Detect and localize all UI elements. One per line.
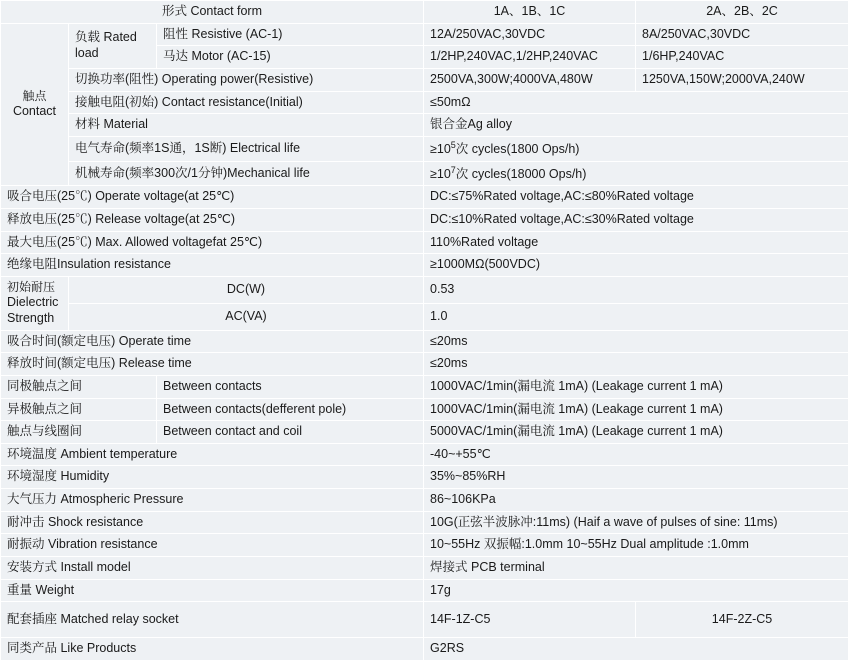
table-row [1, 303, 848, 330]
rated-load-motor-value-1: 1/2HP,240VAC,1/2HP,240VAC [424, 46, 636, 69]
table-row [1, 161, 848, 186]
contact-resistance-value: ≤50mΩ [424, 91, 848, 114]
operate-time-label: 吸合时间(额定电压) Operate time [1, 330, 424, 353]
install-model-value: 焊接式 PCB terminal [424, 556, 848, 579]
ambient-temperature-value: -40~+55℃ [424, 443, 848, 466]
max-allowed-voltage-value: 110%Rated voltage [424, 231, 848, 254]
electrical-life-label: 电气寿命(频率1S通，1S断) Electrical life [69, 136, 424, 161]
dielectric-ac-value: 1.0 [424, 303, 848, 330]
table-row [1, 208, 848, 231]
dielectric-dc-value: 0.53 [424, 276, 848, 303]
rated-load-motor-label: 马达 Motor (AC-15) [157, 46, 424, 69]
operate-voltage-value: DC:≤75%Rated voltage,AC:≤80%Rated voltage [424, 186, 848, 209]
insulation-resistance-value: ≥1000MΩ(500VDC) [424, 254, 848, 277]
table-row [1, 466, 848, 489]
table-row [1, 231, 848, 254]
table-row [1, 330, 848, 353]
mechanical-life-exponent: 7 [451, 165, 456, 175]
vibration-resistance-value: 10~55Hz 双振幅:1.0mm 10~55Hz Dual amplitude :1.0mm [424, 534, 848, 557]
operate-voltage-label: 吸合电压(25℃) Operate voltage(at 25℃) [1, 186, 424, 209]
shock-resistance-label: 耐冲击 Shock resistance [1, 511, 424, 534]
dielectric-strength-label: 初始耐压 Dielectric Strength [1, 276, 69, 330]
atmospheric-pressure-label: 大气压力 Atmospheric Pressure [1, 489, 424, 512]
table-row [1, 421, 848, 444]
rated-load-motor-value-2: 1/6HP,240VAC [636, 46, 848, 69]
table-row [1, 556, 848, 579]
max-allowed-voltage-label: 最大电压(25℃) Max. Allowed voltagefat 25℃) [1, 231, 424, 254]
electrical-life-suffix: 次 cycles(1800 Ops/h) [456, 142, 580, 156]
table-row [1, 276, 848, 303]
dielectric-ac-label: AC(VA) [69, 303, 424, 330]
material-value: 银合金Ag alloy [424, 114, 848, 137]
table-row [1, 254, 848, 277]
table-row [1, 375, 848, 398]
install-model-label: 安装方式 Install model [1, 556, 424, 579]
weight-label: 重量 Weight [1, 579, 424, 602]
material-label: 材料 Material [69, 114, 424, 137]
like-products-label: 同类产品 Like Products [1, 638, 424, 661]
table-row [1, 91, 848, 114]
contact-resistance-label: 接触电阻(初始) Contact resistance(Initial) [69, 91, 424, 114]
ambient-temperature-label: 环境温度 Ambient temperature [1, 443, 424, 466]
between-contacts-different-pole-sub: Between contacts(defferent pole) [157, 398, 424, 421]
rated-load-resistive-value-1: 12A/250VAC,30VDC [424, 23, 636, 46]
table-row [1, 136, 848, 161]
table-row [1, 186, 848, 209]
between-contacts-different-pole-label: 异极触点之间 [1, 398, 157, 421]
table-row [1, 23, 848, 46]
table-row [1, 353, 848, 376]
dielectric-dc-label: DC(W) [69, 276, 424, 303]
contact-form-header: 形式 Contact form [1, 1, 424, 24]
column-header-1a1b1c: 1A、1B、1C [424, 1, 636, 24]
table-row [1, 511, 848, 534]
release-time-label: 释放时间(额定电压) Release time [1, 353, 424, 376]
table-row [1, 602, 848, 638]
electrical-life-prefix: ≥10 [430, 142, 451, 156]
humidity-value: 35%~85%RH [424, 466, 848, 489]
weight-value: 17g [424, 579, 848, 602]
between-contacts-label: 同极触点之间 [1, 375, 157, 398]
table-row [1, 489, 848, 512]
electrical-life-exponent: 5 [451, 140, 456, 150]
between-contacts-sub: Between contacts [157, 375, 424, 398]
mechanical-life-prefix: ≥10 [430, 167, 451, 181]
release-time-value: ≤20ms [424, 353, 848, 376]
rated-load-resistive-value-2: 8A/250VAC,30VDC [636, 23, 848, 46]
shock-resistance-value: 10G(正弦半波脉冲:11ms) (Haif a wave of pulses of sine: 11ms) [424, 511, 848, 534]
operate-time-value: ≤20ms [424, 330, 848, 353]
electrical-life-value [424, 136, 848, 161]
operating-power-value-1: 2500VA,300W;4000VA,480W [424, 68, 636, 91]
table-row [1, 398, 848, 421]
rated-load-label: 负载 Rated load [69, 23, 157, 68]
between-contact-and-coil-label: 触点与线圈间 [1, 421, 157, 444]
between-contact-and-coil-value: 5000VAC/1min(漏电流 1mA) (Leakage current 1 mA) [424, 421, 848, 444]
operating-power-value-2: 1250VA,150W;2000VA,240W [636, 68, 848, 91]
between-contacts-value: 1000VAC/1min(漏电流 1mA) (Leakage current 1 mA) [424, 375, 848, 398]
matched-relay-socket-value-1: 14F-1Z-C5 [424, 602, 636, 638]
table-row [1, 114, 848, 137]
table-header-row [1, 1, 848, 24]
rated-load-resistive-label: 阻性 Resistive (AC-1) [157, 23, 424, 46]
table-row [1, 638, 848, 661]
contact-group-label: 触点 Contact [1, 23, 69, 186]
between-contacts-different-pole-value: 1000VAC/1min(漏电流 1mA) (Leakage current 1 mA) [424, 398, 848, 421]
mechanical-life-label: 机械寿命(频率300次/1分钟)Mechanical life [69, 161, 424, 186]
mechanical-life-suffix: 次 cycles(18000 Ops/h) [456, 167, 587, 181]
matched-relay-socket-value-2: 14F-2Z-C5 [636, 602, 848, 638]
atmospheric-pressure-value: 86~106KPa [424, 489, 848, 512]
table-row [1, 534, 848, 557]
humidity-label: 环境湿度 Humidity [1, 466, 424, 489]
vibration-resistance-label: 耐振动 Vibration resistance [1, 534, 424, 557]
operating-power-label: 切换功率(阻性) Operating power(Resistive) [69, 68, 424, 91]
insulation-resistance-label: 绝缘电阻Insulation resistance [1, 254, 424, 277]
release-voltage-value: DC:≤10%Rated voltage,AC:≤30%Rated voltage [424, 208, 848, 231]
release-voltage-label: 释放电压(25℃) Release voltage(at 25℃) [1, 208, 424, 231]
table-row [1, 579, 848, 602]
matched-relay-socket-label: 配套插座 Matched relay socket [1, 602, 424, 638]
table-row [1, 68, 848, 91]
mechanical-life-value [424, 161, 848, 186]
between-contact-and-coil-sub: Between contact and coil [157, 421, 424, 444]
table-row [1, 443, 848, 466]
like-products-value: G2RS [424, 638, 848, 661]
column-header-2a2b2c: 2A、2B、2C [636, 1, 848, 24]
